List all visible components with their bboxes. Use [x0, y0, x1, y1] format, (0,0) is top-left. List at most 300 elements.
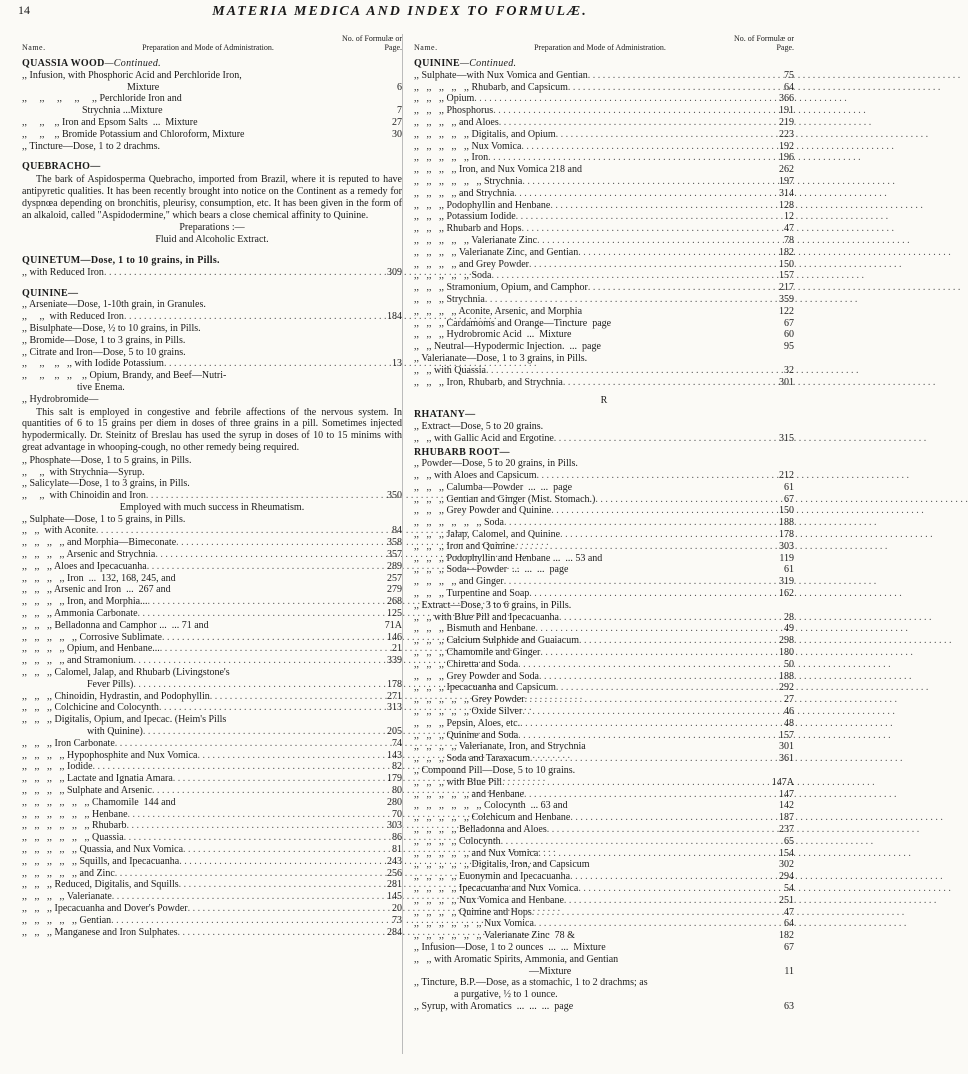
- formula-ref: 262: [779, 164, 794, 176]
- entry-text: ,, ,, ,, ,, and Morphia—Bimeconate: [22, 537, 177, 549]
- entry-text: ,, ,, ,, Aloes and Ipecacuanha: [22, 560, 147, 572]
- header-formulae: No. of Formulæ or Page.: [734, 34, 794, 52]
- index-entry: [414, 282, 794, 294]
- header-name: Name.: [22, 43, 46, 52]
- entry-text: ,, ,, ,, ,, Lactate and Ignatia Amara: [22, 773, 173, 785]
- entry-text: ,, ,, with Reduced Iron: [22, 311, 124, 323]
- index-entry: [414, 907, 794, 919]
- index-entry: [414, 70, 794, 82]
- index-entry: [22, 490, 402, 502]
- index-entry: [22, 382, 402, 394]
- leader-dots: [112, 891, 383, 903]
- formula-ref: 6: [397, 81, 402, 93]
- leader-dots: [521, 141, 775, 153]
- entry-text: ,, ,, ,, Bromide Potassium and Chloroform, Mixture: [22, 128, 245, 140]
- entry-text: ,, ,, ,, ,, ,, Oxide Silver: [414, 706, 523, 718]
- formula-ref: 27: [784, 694, 794, 706]
- formula-ref: 67: [784, 317, 794, 329]
- entry-text: ,, ,, ,, ,, Nux Vomica and Henbane: [414, 894, 564, 906]
- formula-ref: 187: [779, 812, 794, 824]
- leader-dots: [148, 596, 383, 608]
- leader-dots: [530, 753, 775, 765]
- index-entry: [414, 635, 794, 647]
- leader-dots: [146, 490, 383, 502]
- index-entry: [22, 596, 402, 608]
- leader-dots: [502, 777, 768, 789]
- formula-ref: 279: [387, 584, 402, 596]
- index-entry: [22, 761, 402, 773]
- formula-ref: 61: [784, 481, 794, 493]
- formula-ref: 257: [387, 572, 402, 584]
- section-heading: [414, 409, 794, 421]
- index-entry: [414, 718, 794, 730]
- entry-text: ,, ,, ,, ,, Iodide: [22, 761, 93, 773]
- entry-text: ,, ,, ,, Grey Powder and Soda: [414, 670, 539, 682]
- entry-text: ,, ,, ,, Bismuth and Henbane: [414, 623, 536, 635]
- entry-text: ,, ,, ,, ,, ,, ,, Valerianate Zinc 78 &: [414, 930, 575, 942]
- index-entry: [414, 694, 794, 706]
- entry-text: ,, ,, ,, Chiretta and Soda: [414, 658, 519, 670]
- formula-ref: 289: [387, 560, 402, 572]
- entry-text: ,, Extract—Dose, 5 to 20 grains.: [414, 420, 544, 432]
- entry-text: ,, ,, ,, Quinine and Soda: [414, 729, 519, 741]
- index-entry: [414, 270, 794, 282]
- index-entry: [414, 659, 794, 671]
- formula-ref: 30: [392, 128, 402, 140]
- leader-dots: [554, 433, 775, 445]
- index-entry: [414, 989, 794, 1001]
- formula-ref: 182: [779, 930, 794, 942]
- entry-text: ,, ,, ,, ,, ,, Valerianate Zinc: [414, 234, 538, 246]
- leader-dots: [178, 927, 383, 939]
- formula-ref: 28: [784, 611, 794, 623]
- formula-ref: 251: [779, 894, 794, 906]
- leader-dots: [160, 643, 388, 655]
- formula-ref: 142: [779, 800, 794, 812]
- description-paragraph: This salt is employed in congestive and febrile affections of the nervous system. In quantities of 6 to 15 grains per diem in doses of three grains in a pill. Sometimes injected hypodermically. Dr. Steinitz of Breslau has used the syrup in doses of 10 to 15 minims with great advantage in whooping-cough, no other remedy being required.: [22, 406, 402, 453]
- index-entry: [22, 141, 402, 153]
- formula-ref: 150: [779, 258, 794, 270]
- index-entry: [22, 785, 402, 797]
- entry-text: ,, ,, ,, ,, ,, Digitalis, and Opium: [414, 128, 556, 140]
- entry-text: ,, ,, ,, ,, and Grey Powder: [414, 258, 529, 270]
- entry-text: ,, ,, ,, Manganese and Iron Sulphates: [22, 926, 178, 938]
- entry-text: ,, ,, ,, ,, ,, ,, Soda: [414, 517, 504, 529]
- index-entry: [414, 765, 794, 777]
- entry-text: ,, ,, with Quassia: [414, 364, 486, 376]
- entry-text: ,, Citrate and Iron—Dose, 5 to 10 grains.: [22, 346, 186, 358]
- index-entry: [22, 525, 402, 537]
- index-entry: [414, 789, 794, 801]
- section-heading: [414, 58, 794, 70]
- index-entry: [414, 529, 794, 541]
- index-entry: [22, 93, 402, 105]
- entry-text: ,, Sulphate—with Nux Vomica and Gentian: [414, 69, 588, 81]
- entry-text: ,, ,, ,, Iron and Quinine: [414, 540, 515, 552]
- formula-ref: 184: [387, 311, 402, 323]
- entry-text: ,, ,, ,, ,, Quinine and Hops: [414, 906, 532, 918]
- index-entry: [22, 927, 402, 939]
- index-entry: [22, 584, 402, 596]
- formula-ref: 301: [779, 376, 794, 388]
- entry-text: ,, Arseniate—Dose, 1-10th grain, in Granules.: [22, 299, 206, 311]
- entry-text: ,, ,, ,, ,, Iron, and Nux Vomica 218 and: [414, 164, 582, 176]
- leader-dots: [570, 812, 775, 824]
- entry-text: ,, ,, ,, Calcium Sulphide and Guaiacum: [414, 635, 579, 647]
- leader-dots: [133, 655, 383, 667]
- formula-ref: 243: [387, 855, 402, 867]
- index-entry: [22, 655, 402, 667]
- entry-text: Mixture: [22, 81, 160, 93]
- leader-dots: [197, 750, 383, 762]
- index-entry: [414, 93, 794, 105]
- section-title: RHUBARB ROOT—: [414, 446, 510, 458]
- entry-text: ,, ,, ,, Belladonna and Camphor ... ... 71 and: [22, 619, 209, 631]
- index-entry: [414, 753, 794, 765]
- index-entry: [414, 365, 794, 377]
- leader-dots: [493, 105, 775, 117]
- formula-ref: 178: [779, 529, 794, 541]
- formula-ref: 65: [784, 835, 794, 847]
- entry-text: ,, ,, ,, ,, Hypophosphite and Nux Vomica: [22, 749, 198, 761]
- index-entry: [22, 714, 402, 726]
- entry-text: ,, ,, ,, Turpentine and Soap: [414, 588, 530, 600]
- formula-ref: 205: [387, 726, 402, 738]
- entry-text: ,, ,, ,, Calomel, Jalap, and Rhubarb (Livingstone's: [22, 667, 230, 679]
- section-title: QUINETUM—Dose, 1 to 10 grains, in Pills.: [22, 254, 220, 266]
- index-entry: [22, 478, 402, 490]
- formula-ref: 196: [779, 152, 794, 164]
- index-entry: [414, 588, 794, 600]
- leader-dots: [556, 129, 775, 141]
- entry-text: ,, ,, ,, ,, ,, ,, Henbane: [22, 808, 128, 820]
- index-entry: [414, 494, 794, 506]
- entry-text: ,, ,, ,, ,, ,, Gentian: [22, 914, 112, 926]
- entry-text: ,, ,, ,, Colchicine and Colocynth: [22, 702, 159, 714]
- formula-ref: 219: [779, 116, 794, 128]
- formula-ref: 223: [779, 128, 794, 140]
- entry-text: ,, ,, ,, ,, and Ginger: [414, 576, 504, 588]
- index-entry: [22, 679, 402, 691]
- page-number: 14: [18, 3, 30, 17]
- description-paragraph: The bark of Aspidosperma Quebracho, imported from Brazil, where it is reputed to have antipyretic qualities. It has been recently brought into notice on the Continent as a remedy for dyspnœa depending on bronchitis, pleurisy, consumption, etc. It has been given in the form of an alkaloid, called "Aspidodermine," which bears a close chemical affinity to Quinine.: [22, 174, 402, 221]
- formula-ref: 64: [784, 918, 794, 930]
- entry-text: ,, ,, ,, ,, Colocynth: [414, 835, 501, 847]
- index-entry: [22, 891, 402, 903]
- entry-text: ,, ,, with Aloes and Capsicum: [414, 470, 537, 482]
- index-entry: [414, 129, 794, 141]
- leader-dots: [188, 903, 388, 915]
- index-entry: [22, 70, 402, 82]
- entry-text: ,, ,, ,, Ipecacuanha and Capsicum: [414, 682, 556, 694]
- entry-text: ,, ,, ,, ,, ,, Iron: [414, 152, 489, 164]
- formula-ref: 146: [387, 631, 402, 643]
- column-header: [414, 34, 794, 52]
- index-entry: [414, 576, 794, 588]
- left-column: [22, 34, 402, 938]
- entry-text: ,, ,, ,, Reduced, Digitalis, and Squills: [22, 879, 179, 891]
- section-title: QUININE: [414, 58, 460, 69]
- index-entry: [414, 671, 794, 683]
- leader-dots: [486, 365, 780, 377]
- entry-text: ,, ,, ,, ,, Opium, and Henbane...: [22, 643, 160, 655]
- entry-text: ,, ,, ,, Ammonia Carbonate: [22, 608, 138, 620]
- section-heading: [22, 288, 402, 300]
- index-entry: [414, 706, 794, 718]
- index-entry: [22, 335, 402, 347]
- entry-text: ,, Compound Pill—Dose, 5 to 10 grains.: [414, 765, 576, 777]
- leader-dots: [210, 691, 383, 703]
- entry-text: ,, ,, ,, Opium: [414, 93, 475, 105]
- entry-text: Fever Pills): [22, 678, 134, 690]
- formula-ref: 303: [779, 540, 794, 552]
- leader-dots: [115, 738, 388, 750]
- header-formulae: No. of Formulæ or Page.: [342, 34, 402, 52]
- leader-dots: [164, 358, 388, 370]
- index-entry: [22, 773, 402, 785]
- formula-ref: 143: [387, 749, 402, 761]
- formula-ref: 64: [784, 81, 794, 93]
- formula-ref: 313: [387, 702, 402, 714]
- spacer: [414, 388, 794, 395]
- formula-ref: 145: [387, 891, 402, 903]
- index-entry: [414, 294, 794, 306]
- formula-ref: 361: [779, 753, 794, 765]
- formula-ref: 271: [387, 690, 402, 702]
- formula-ref: 280: [387, 796, 402, 808]
- index-entry: [22, 549, 402, 561]
- leader-dots: [138, 608, 383, 620]
- entry-text: ,, ,, ,, ,, Valerianate Zinc, and Gentian: [414, 246, 579, 258]
- right-column: [414, 34, 794, 1013]
- running-title: MATERIA MEDICA AND INDEX TO FORMULÆ.: [212, 4, 588, 19]
- formula-ref: 180: [779, 647, 794, 659]
- leader-dots: [516, 211, 780, 223]
- entry-text: ,, ,, ,, ,, and Stramonium: [22, 655, 134, 667]
- leader-dots: [474, 93, 775, 105]
- entry-text: ,, Tincture, B.P.—Dose, as a stomachic, 1 to 2 drachms; as: [414, 977, 648, 989]
- formula-ref: 47: [784, 223, 794, 235]
- index-entry: [414, 82, 794, 94]
- index-entry: [22, 394, 402, 406]
- entry-text: ,, ,, ,, Chinoidin, Hydrastin, and Podophyllin: [22, 690, 210, 702]
- entry-text: ,, ,, ,, ,, and Strychnia: [414, 187, 515, 199]
- formula-ref: 357: [387, 549, 402, 561]
- leader-dots: [539, 671, 775, 683]
- leader-dots: [529, 588, 775, 600]
- section-heading: [22, 58, 402, 70]
- formula-ref: 67: [784, 493, 794, 505]
- index-entry: [414, 730, 794, 742]
- formula-ref: 49: [784, 623, 794, 635]
- index-entry: [22, 702, 402, 714]
- entry-text: ,, Salicylate—Dose, 1 to 3 grains, in Pills.: [22, 478, 190, 490]
- formula-ref: 20: [392, 902, 402, 914]
- index-entry: [414, 235, 794, 247]
- entry-text: ,, ,, ,, ,, ,, ,, Colocynth ... 63 and: [414, 800, 568, 812]
- leader-dots: [522, 176, 775, 188]
- leader-dots: [159, 702, 383, 714]
- index-entry: [414, 966, 794, 978]
- entry-text: ,, ,, ,, ,, ,, ,, Rhubarb: [22, 820, 127, 832]
- leader-dots: [540, 647, 775, 659]
- entry-text: ,, ,, ,, ,, ,, ,, Chamomile 144 and: [22, 796, 176, 808]
- index-entry: [22, 879, 402, 891]
- leader-dots: [515, 541, 775, 553]
- leader-dots: [570, 871, 775, 883]
- index-entry: [22, 691, 402, 703]
- formula-ref: 84: [392, 525, 402, 537]
- leader-dots: [501, 836, 780, 848]
- entry-text: ,, Phosphate—Dose, 1 to 5 grains, in Pills.: [22, 454, 192, 466]
- leader-dots: [595, 494, 780, 506]
- index-entry: [414, 164, 794, 176]
- formula-ref: 32: [784, 364, 794, 376]
- index-entry: [414, 517, 794, 529]
- index-entry: [414, 377, 794, 389]
- header-name: Name.: [414, 43, 438, 52]
- index-entry: [22, 358, 402, 370]
- leader-dots: [551, 505, 775, 517]
- entry-text: with Quinine): [22, 726, 143, 738]
- leader-dots: [547, 824, 775, 836]
- formula-ref: 73: [392, 914, 402, 926]
- leader-dots: [115, 868, 383, 880]
- formula-ref: 13: [392, 358, 402, 370]
- entry-text: ,, ,, ,, ,, ,, Corrosive Sublimate: [22, 631, 162, 643]
- leader-dots: [485, 294, 775, 306]
- index-entry: [414, 458, 794, 470]
- entry-text: ,, ,, ,, Gentian and Ginger (Mist. Stomach.): [414, 493, 596, 505]
- column-divider: [402, 34, 403, 1054]
- index-entry: [414, 895, 794, 907]
- formula-ref: 256: [387, 867, 402, 879]
- index-entry: [22, 738, 402, 750]
- leader-dots: [538, 848, 775, 860]
- index-entry: [414, 188, 794, 200]
- entry-text: ,, ,, ,, ,, ,, Perchloride Iron and: [22, 93, 182, 105]
- index-entry: [414, 470, 794, 482]
- index-entry: [22, 117, 402, 129]
- leader-dots: [147, 561, 383, 573]
- header-preparation: Preparation and Mode of Administration.: [534, 43, 666, 52]
- column-header: [22, 34, 402, 52]
- index-entry: [414, 1001, 794, 1013]
- formula-ref: 63: [784, 1000, 794, 1012]
- formula-ref: 150: [779, 505, 794, 517]
- leader-dots: [518, 730, 775, 742]
- entry-text: ,, ,, ,, Chamomile and Ginger: [414, 647, 541, 659]
- formula-ref: 48: [784, 717, 794, 729]
- entry-text: ,, ,, ,, ,, ,, Nux Vomica: [414, 140, 522, 152]
- index-entry: [414, 647, 794, 659]
- section-continued: —Continued.: [460, 58, 517, 69]
- formula-ref: 128: [779, 199, 794, 211]
- formula-ref: 95: [784, 341, 794, 353]
- formula-ref: 86: [392, 832, 402, 844]
- formula-ref: 67: [784, 941, 794, 953]
- index-entry: [414, 564, 794, 576]
- leader-dots: [588, 70, 780, 82]
- leader-dots: [522, 706, 780, 718]
- entry-text: ,, ,, ,, Calumba—Powder ... ... page: [414, 481, 573, 493]
- index-entry: [22, 856, 402, 868]
- entry-text: ,, ,, ,, Arsenic and Iron ... 267 and: [22, 584, 171, 596]
- index-entry: [22, 797, 402, 809]
- leader-dots: [93, 761, 388, 773]
- formula-ref: 188: [779, 670, 794, 682]
- leader-dots: [124, 832, 388, 844]
- entry-text: ,, ,, ,, ,, Iron, and Morphia...: [22, 596, 148, 608]
- index-entry: [414, 421, 794, 433]
- section-heading: [22, 161, 402, 173]
- index-entry: [22, 299, 402, 311]
- entry-text: ,, ,, ,, Iron and Epsom Salts ... Mixture: [22, 116, 198, 128]
- entry-text: ,, ,, ,, ,, ,, Quassia, and Nux Vomica: [22, 844, 184, 855]
- leader-dots: [183, 844, 388, 856]
- formula-ref: 339: [387, 655, 402, 667]
- leader-dots: [179, 879, 383, 891]
- leader-dots: [504, 576, 775, 588]
- leader-dots: [560, 529, 775, 541]
- leader-dots: [568, 82, 780, 94]
- formula-ref: 237: [779, 824, 794, 835]
- formula-ref: 119: [779, 552, 794, 564]
- formula-ref: 284: [387, 926, 402, 938]
- index-entry: [22, 311, 402, 323]
- entry-text: ,, ,, ,, ,, ,, Colchicum and Henbane: [414, 812, 571, 824]
- formula-ref: 298: [779, 635, 794, 647]
- entry-text: ,, ,, ,, ,, Iron ... 132, 168, 245, and: [22, 572, 176, 584]
- formula-ref: 191: [779, 105, 794, 117]
- formula-ref: 46: [784, 706, 794, 718]
- index-entry: [414, 942, 794, 954]
- entry-text: ,, ,, with Strychnia—Syrup.: [22, 466, 145, 478]
- entry-text: ,, Valerianate—Dose, 1 to 3 grains, in Pills.: [414, 352, 588, 364]
- index-entry: [22, 608, 402, 620]
- entry-text: ,, ,, ,, ,, ,, Opium, Brandy, and Beef—Nutri-: [22, 370, 227, 382]
- formula-ref: 122: [779, 305, 794, 317]
- leader-dots: [162, 632, 383, 644]
- index-entry: [22, 903, 402, 915]
- index-entry: [22, 667, 402, 679]
- entry-text: ,, ,, ,, Hydrobromic Acid ... Mixture: [414, 329, 572, 341]
- leader-dots: [104, 267, 383, 279]
- formula-ref: 301: [779, 741, 794, 753]
- leader-dots: [578, 247, 775, 259]
- formula-ref: 61: [784, 564, 794, 576]
- leader-dots: [111, 915, 388, 927]
- section-heading: [414, 447, 794, 459]
- index-entry: [414, 871, 794, 883]
- leader-dots: [518, 659, 780, 671]
- entry-text: ,, ,, ,, Pepsin, Aloes, etc.: [414, 717, 521, 729]
- index-entry: [22, 573, 402, 585]
- index-entry: [414, 883, 794, 895]
- leader-dots: [578, 883, 780, 895]
- index-entry: [22, 82, 402, 94]
- leader-dots: [588, 282, 775, 294]
- index-entry: [414, 612, 794, 624]
- index-entry: [414, 306, 794, 318]
- leader-dots: [176, 537, 383, 549]
- index-entry: [414, 812, 794, 824]
- leader-dots: [579, 635, 775, 647]
- leader-dots: [532, 907, 780, 919]
- entry-text: ,, ,, ,, ,, ,, and Henbane: [414, 788, 524, 800]
- entry-text: ,, ,, ,, ,, ,, ,, Nux Vomica: [414, 918, 534, 930]
- formula-ref: 157: [779, 270, 794, 282]
